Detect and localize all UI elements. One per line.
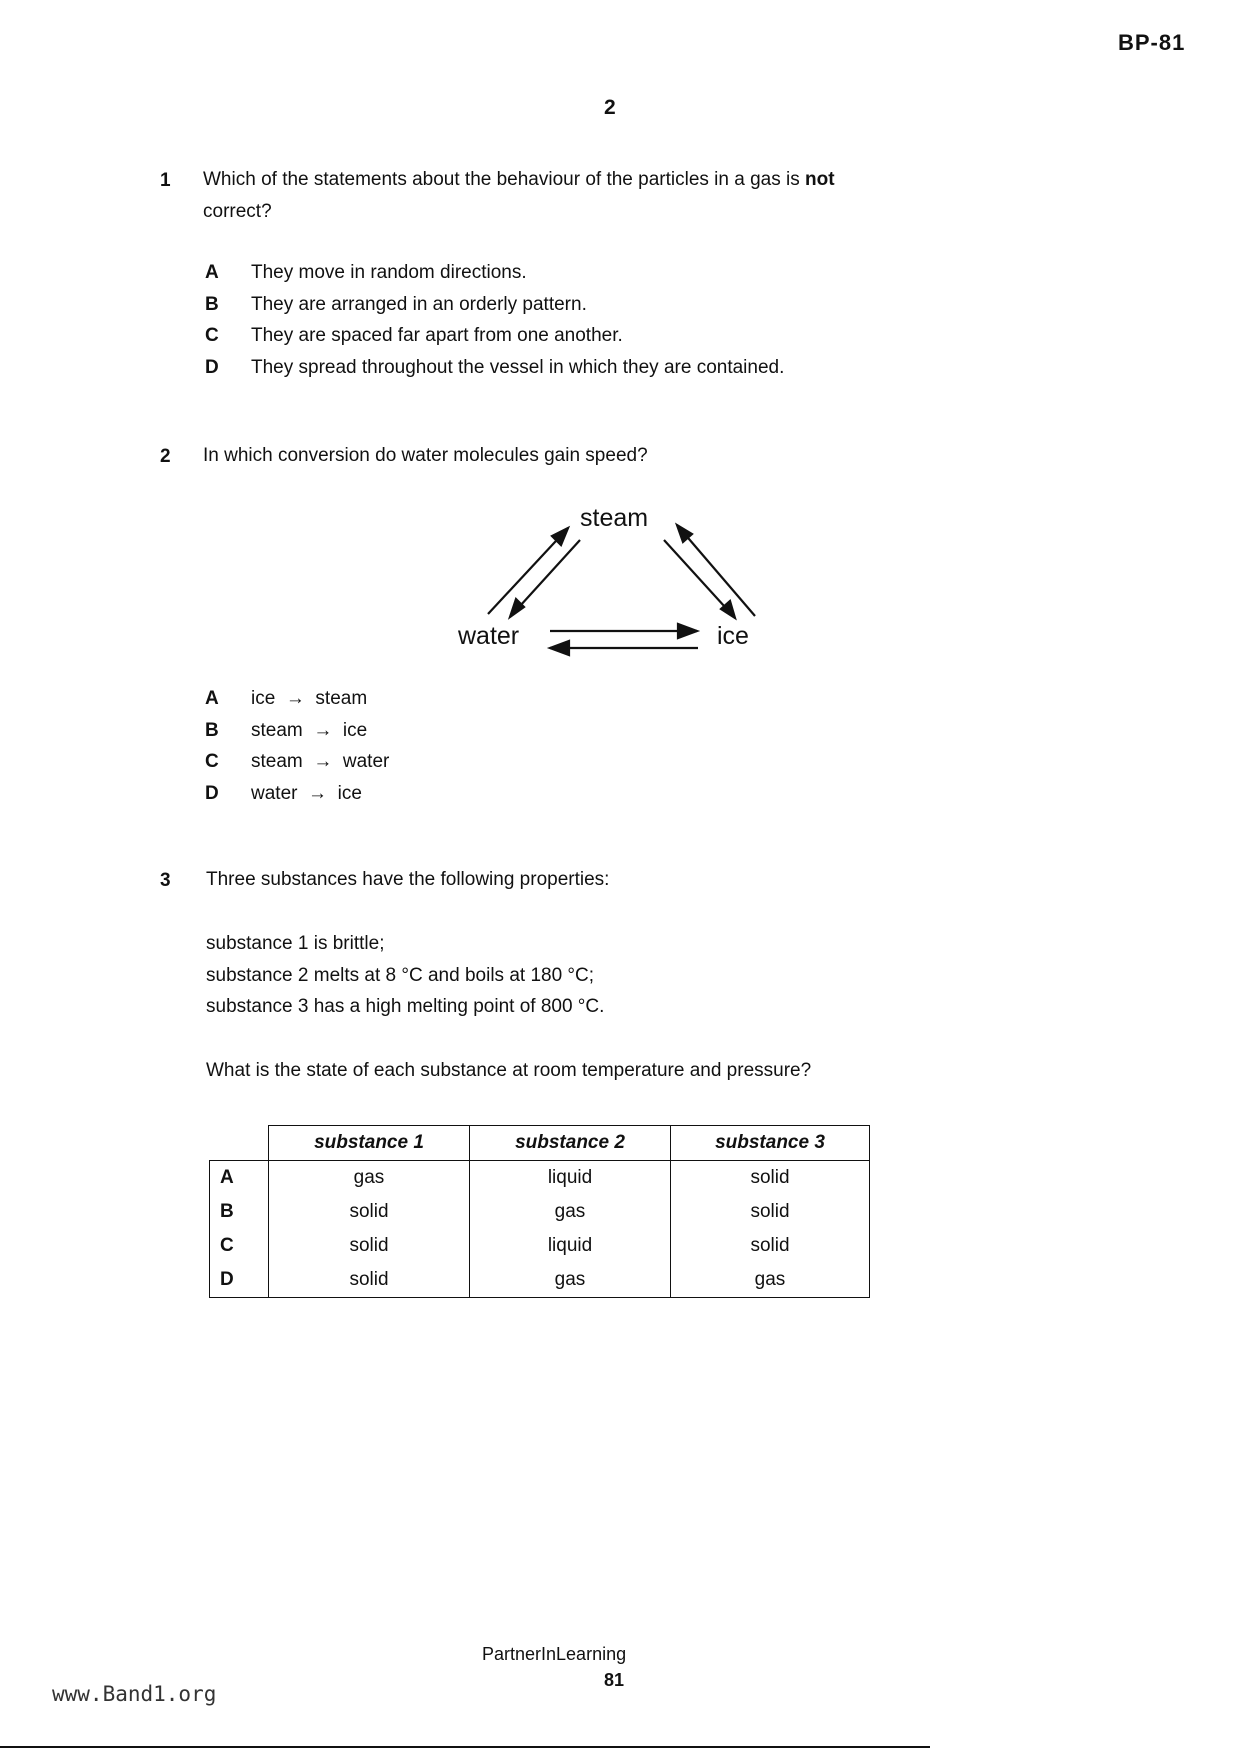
column-header: substance 2 (470, 1126, 671, 1161)
states-table (209, 1125, 870, 1298)
table-cell: gas (470, 1263, 671, 1298)
option-c[interactable] (205, 320, 784, 352)
options-list (205, 683, 389, 809)
option-d[interactable] (205, 778, 389, 810)
option-from: steam (251, 751, 303, 772)
option-d[interactable] (205, 352, 784, 384)
table-cell: gas (470, 1195, 671, 1229)
option-text: They move in random directions. (251, 262, 527, 283)
property-line: substance 1 is brittle; (206, 933, 385, 954)
option-letter: A (205, 688, 219, 709)
option-to: steam (315, 688, 368, 709)
option-c[interactable] (205, 746, 389, 778)
table-row[interactable] (210, 1229, 870, 1263)
property-line: substance 2 melts at 8 °C and boils at 180 °C; (206, 964, 595, 986)
row-letter: C (210, 1229, 269, 1263)
option-from: water (251, 782, 298, 804)
option-from: steam (251, 719, 303, 741)
table-cell: solid (269, 1263, 470, 1298)
table-cell: solid (269, 1195, 470, 1229)
row-letter: B (210, 1195, 269, 1229)
label-water: water (458, 622, 520, 650)
table-cell: liquid (470, 1161, 671, 1196)
column-header: substance 1 (269, 1126, 470, 1161)
option-letter: D (205, 356, 219, 378)
table-cell: solid (671, 1195, 870, 1229)
page-number: 2 (604, 96, 616, 119)
properties-list (206, 928, 604, 1023)
table-row[interactable] (210, 1195, 870, 1229)
option-b[interactable] (205, 715, 389, 747)
paper-code: BP-81 (1118, 30, 1186, 55)
option-letter: C (205, 751, 219, 772)
option-b[interactable] (205, 289, 784, 321)
state-change-diagram (440, 500, 780, 670)
option-letter: A (205, 262, 219, 283)
table-cell: solid (671, 1161, 870, 1196)
question-text-part: Which of the statements about the behaviour of the particles in a gas is (203, 169, 806, 190)
footer-page-number: 81 (604, 1670, 625, 1690)
question-number: 2 (160, 446, 171, 467)
arrow-right-icon: → (308, 782, 328, 804)
table-cell: gas (269, 1161, 470, 1196)
arrow-right-icon: → (313, 751, 333, 772)
footer-divider (0, 1746, 930, 1748)
question-text (203, 164, 1023, 228)
option-a[interactable] (205, 257, 784, 289)
option-a[interactable] (205, 683, 389, 715)
table-cell: gas (671, 1263, 870, 1298)
table-cell: solid (269, 1229, 470, 1263)
arrow-right-icon: → (313, 719, 333, 741)
table-row[interactable] (210, 1263, 870, 1298)
row-letter: D (210, 1263, 269, 1298)
footer-brand: PartnerInLearning (482, 1644, 627, 1664)
table-header-row (210, 1126, 870, 1161)
option-to: ice (337, 782, 362, 804)
question-emphasis: not (805, 169, 835, 190)
option-from: ice (251, 688, 276, 709)
option-text: They are arranged in an orderly pattern. (251, 293, 587, 315)
empty-corner-cell (210, 1126, 269, 1161)
conversion-arrows-icon (440, 500, 780, 670)
question-prompt: What is the state of each substance at room temperature and pressure? (206, 1060, 812, 1081)
label-ice: ice (717, 622, 749, 650)
question-number: 3 (160, 870, 171, 891)
question-text-part: correct? (203, 201, 272, 222)
table-cell: liquid (470, 1229, 671, 1263)
question-text: In which conversion do water molecules gain speed? (203, 445, 648, 466)
option-to: water (342, 751, 390, 772)
label-steam: steam (580, 504, 649, 532)
row-letter: A (210, 1161, 269, 1196)
option-text: They spread throughout the vessel in which they are contained. (251, 356, 785, 378)
option-to: ice (342, 719, 368, 741)
option-letter: B (205, 719, 219, 741)
question-text: Three substances have the following properties: (206, 869, 610, 890)
table-cell: solid (671, 1229, 870, 1263)
question-number: 1 (160, 170, 171, 191)
table-row[interactable] (210, 1161, 870, 1196)
option-text: They are spaced far apart from one another. (251, 325, 623, 346)
footer-url[interactable]: www.Band1.org (52, 1682, 217, 1706)
property-line: substance 3 has a high melting point of 800 °C. (206, 996, 605, 1017)
option-letter: B (205, 293, 219, 315)
option-letter: C (205, 325, 219, 346)
arrow-right-icon: → (285, 688, 305, 709)
column-header: substance 3 (671, 1126, 870, 1161)
option-letter: D (205, 782, 219, 804)
options-list (205, 257, 784, 383)
